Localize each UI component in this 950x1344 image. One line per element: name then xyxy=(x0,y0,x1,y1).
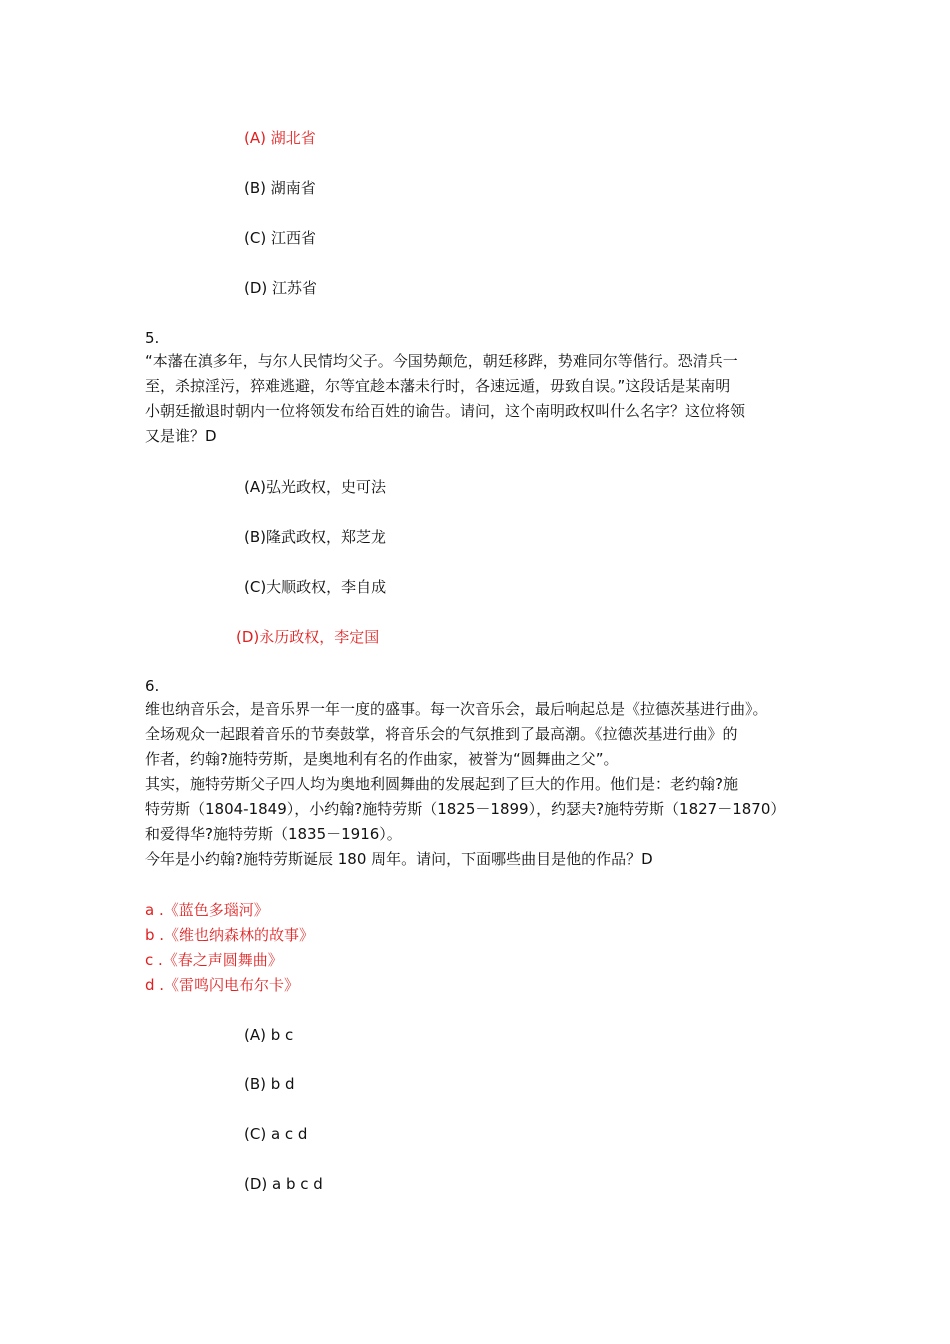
q5-question-text xyxy=(145,349,825,449)
q6-text-line: 特劳斯（1804-1849），小约翰?施特劳斯（1825－1899），约瑟夫?施特劳斯（1827－1870） xyxy=(145,800,786,818)
q4-option-a: (A) 湖北省 xyxy=(244,129,316,147)
q6-text-line: 其实，施特劳斯父子四人均为奥地利圆舞曲的发展起到了巨大的作用。他们是：老约翰?施 xyxy=(145,775,738,793)
q4-option-d: (D) 江苏省 xyxy=(244,279,318,297)
q6-text-line: 维也纳音乐会，是音乐界一年一度的盛事。每一次音乐会，最后响起总是《拉德茨基进行曲》。 xyxy=(145,700,768,718)
q6-work-item: a .《蓝色多瑙河》 xyxy=(145,901,269,919)
q5-text-line: 小朝廷撤退时朝内一位将领发布给百姓的谕告。请问，这个南明政权叫什么名字？这位将领 xyxy=(145,402,746,420)
q4-option-b: (B) 湖南省 xyxy=(244,179,316,197)
q6-work-item: c .《春之声圆舞曲》 xyxy=(145,951,283,969)
q5-option-b: (B)隆武政权，郑芝龙 xyxy=(244,528,386,546)
q5-text-line: 又是谁？D xyxy=(145,427,217,445)
q6-question-text xyxy=(145,697,825,872)
q4-option-c: (C) 江西省 xyxy=(244,229,316,247)
q6-text-line: 和爱得华?施特劳斯（1835－1916）。 xyxy=(145,825,402,843)
q5-number: 5. xyxy=(145,329,160,347)
q6-work-item: d .《雷鸣闪电布尔卡》 xyxy=(145,976,300,994)
q6-text-line: 作者，约翰?施特劳斯，是奥地利有名的作曲家，被誉为“圆舞曲之父”。 xyxy=(145,750,619,768)
q5-text-line: “本藩在滇多年，与尔人民情均父子。今国势颠危，朝廷移跸，势难同尔等偕行。恐清兵一 xyxy=(145,352,738,370)
q6-option-a: (A) b c xyxy=(244,1026,294,1044)
q6-option-d: (D) a b c d xyxy=(244,1175,323,1193)
q6-works-list xyxy=(145,898,825,998)
q5-text-line: 至，杀掠淫污，猝难逃避，尔等宜趁本藩未行时，各速远遁，毋致自误。”这段话是某南明 xyxy=(145,377,731,395)
q6-option-c: (C) a c d xyxy=(244,1125,308,1143)
q5-option-d: (D)永历政权，李定国 xyxy=(236,628,380,646)
q6-number: 6. xyxy=(145,677,160,695)
q6-option-b: (B) b d xyxy=(244,1075,295,1093)
q6-text-line: 今年是小约翰?施特劳斯诞辰 180 周年。请问，下面哪些曲目是他的作品？D xyxy=(145,850,653,868)
q5-option-a: (A)弘光政权，史可法 xyxy=(244,478,386,496)
q5-option-c: (C)大顺政权，李自成 xyxy=(244,578,387,596)
q6-work-item: b .《维也纳森林的故事》 xyxy=(145,926,315,944)
q6-text-line: 全场观众一起跟着音乐的节奏鼓掌，将音乐会的气氛推到了最高潮。《拉德茨基进行曲》的 xyxy=(145,725,738,743)
